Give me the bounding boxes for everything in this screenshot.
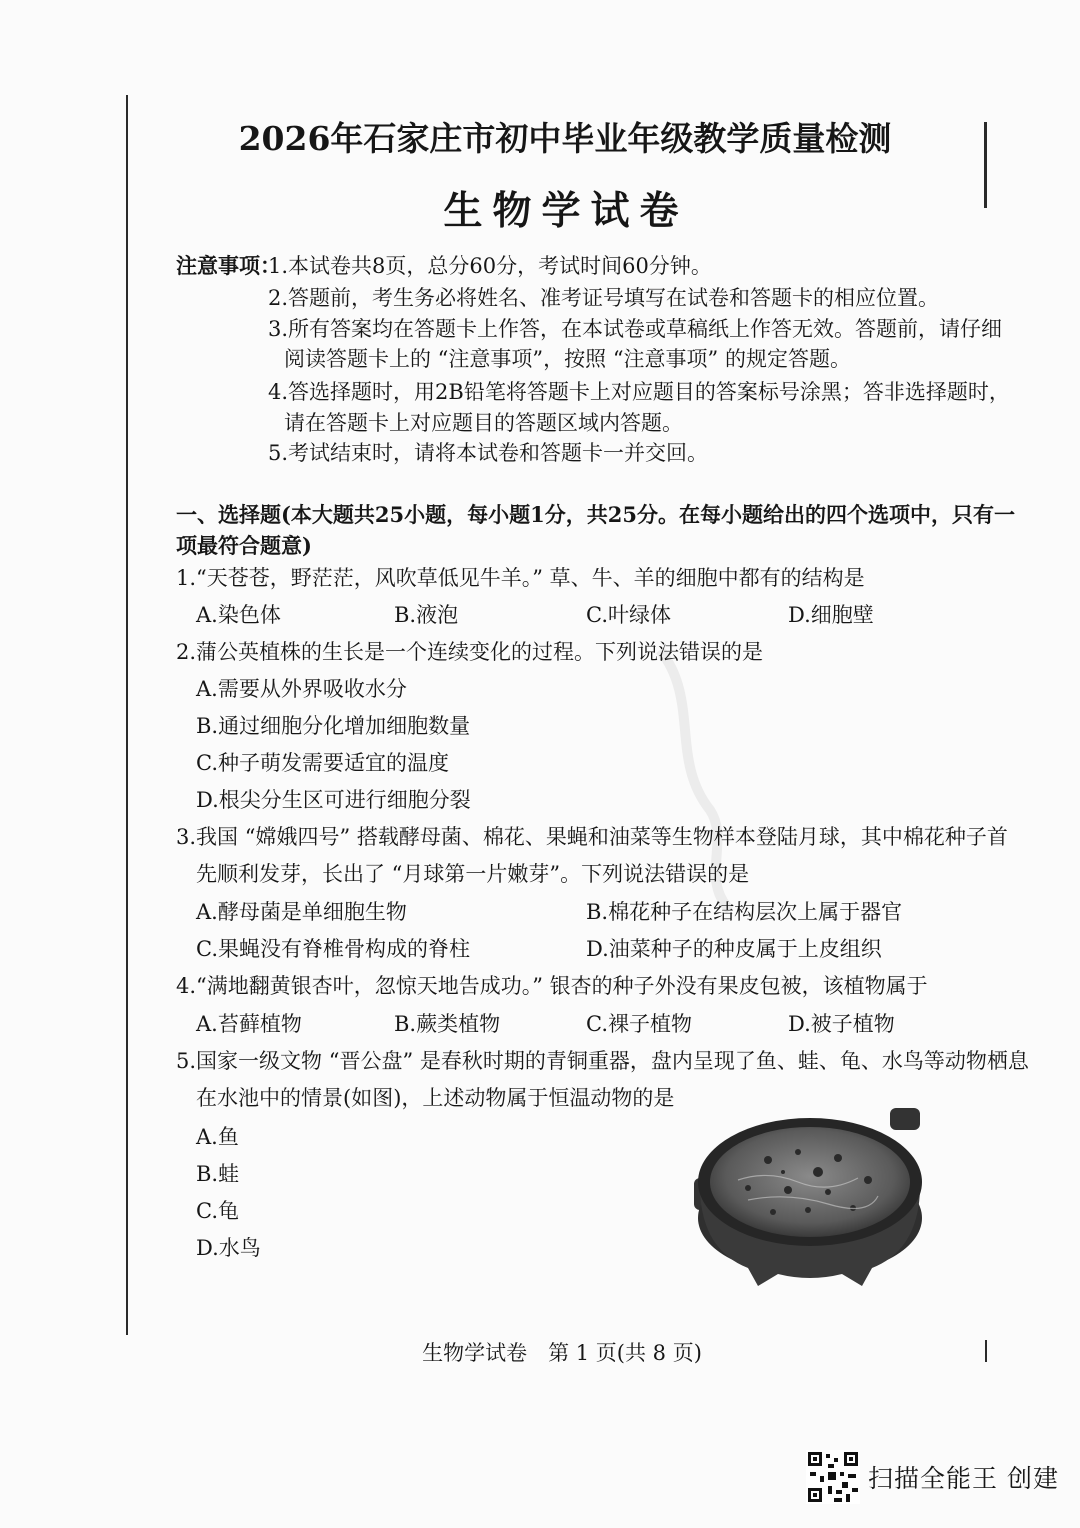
- note-item-continuation: 请在答题卡上对应题目的答题区域内答题。: [284, 411, 683, 435]
- page-footer: 生物学试卷 第 1 页(共 8 页): [422, 1341, 702, 1365]
- question-2-option-c: C.种子萌发需要适宜的温度: [196, 751, 449, 775]
- question-3-option-d: D.油菜种子的种皮属于上皮组织: [586, 937, 882, 961]
- section-heading-continuation: 项最符合题意): [176, 533, 312, 558]
- note-item: 3.所有答案均在答题卡上作答，在本试卷或草稿纸上作答无效。答题前，请仔细: [268, 317, 1003, 341]
- question-1-option-a: A.染色体: [196, 603, 281, 627]
- question-4-option-d: D.被子植物: [788, 1012, 895, 1036]
- question-4-option-c: C.裸子植物: [586, 1012, 692, 1036]
- note-item: 2.答题前，考生务必将姓名、准考证号填写在试卷和答题卡的相应位置。: [268, 286, 940, 310]
- exam-subtitle: 生物学试卷: [443, 188, 689, 234]
- note-item: 5.考试结束时，请将本试卷和答题卡一并交回。: [268, 441, 709, 465]
- question-2-option-a: A.需要从外界吸收水分: [196, 677, 407, 701]
- qr-code-icon: [806, 1450, 860, 1504]
- question-3-option-c: C.果蝇没有脊椎骨构成的脊柱: [196, 937, 470, 961]
- bronze-plate-image: [688, 1100, 932, 1290]
- note-item-continuation: 阅读答题卡上的 “注意事项”，按照 “注意事项” 的规定答题。: [284, 347, 851, 371]
- question-4-stem: 4.“满地翻黄银杏叶，忽惊天地告成功。” 银杏的种子外没有果皮包被，该植物属于: [176, 974, 928, 998]
- question-4-option-b: B.蕨类植物: [394, 1012, 501, 1036]
- exam-title: 2026年石家庄市初中毕业年级教学质量检测: [238, 119, 892, 158]
- scanner-watermark: 扫描全能王 创建: [868, 1464, 1059, 1493]
- question-1-option-c: C.叶绿体: [586, 603, 671, 627]
- question-5-option-c: C.龟: [196, 1199, 239, 1223]
- question-3-option-a: A.酵母菌是单细胞生物: [196, 900, 407, 924]
- question-3-stem: 3.我国 “嫦娥四号” 搭载酵母菌、棉花、果蝇和油菜等生物样本登陆月球，其中棉花种子首: [176, 825, 1008, 849]
- question-1-option-d: D.细胞壁: [788, 603, 874, 627]
- question-1-option-b: B.液泡: [394, 603, 459, 627]
- question-2-stem: 2.蒲公英植株的生长是一个连续变化的过程。下列说法错误的是: [176, 640, 764, 664]
- note-item: 1.本试卷共8页，总分60分，考试时间60分钟。: [268, 254, 712, 278]
- question-2-option-d: D.根尖分生区可进行细胞分裂: [196, 788, 471, 812]
- question-5-option-d: D.水鸟: [196, 1236, 261, 1260]
- question-4-option-a: A.苔藓植物: [196, 1012, 302, 1036]
- question-5-stem-continuation: 在水池中的情景(如图)，上述动物属于恒温动物的是: [196, 1086, 675, 1110]
- notes-label: 注意事项：: [176, 253, 281, 278]
- question-2-option-b: B.通过细胞分化增加细胞数量: [196, 714, 471, 738]
- question-1-stem: 1.“天苍苍，野茫茫，风吹草低见牛羊。” 草、牛、羊的细胞中都有的结构是: [176, 566, 865, 590]
- note-item: 4.答选择题时，用2B铅笔将答题卡上对应题目的答案标号涂黑；答非选择题时，: [268, 380, 1010, 404]
- left-margin-line: [126, 95, 128, 1335]
- question-5-option-b: B.蛙: [196, 1162, 240, 1186]
- section-heading: 一、选择题(本大题共25小题，每小题1分，共25分。在每小题给出的四个选项中，只有一: [176, 502, 1015, 527]
- question-3-option-b: B.棉花种子在结构层次上属于器官: [586, 900, 903, 924]
- question-5-option-a: A.鱼: [196, 1125, 239, 1149]
- question-3-stem-continuation: 先顺利发芽，长出了 “月球第一片嫩芽”。下列说法错误的是: [196, 862, 750, 886]
- question-5-stem: 5.国家一级文物 “晋公盘” 是春秋时期的青铜重器，盘内呈现了鱼、蛙、龟、水鸟等动物栖息: [176, 1049, 1029, 1073]
